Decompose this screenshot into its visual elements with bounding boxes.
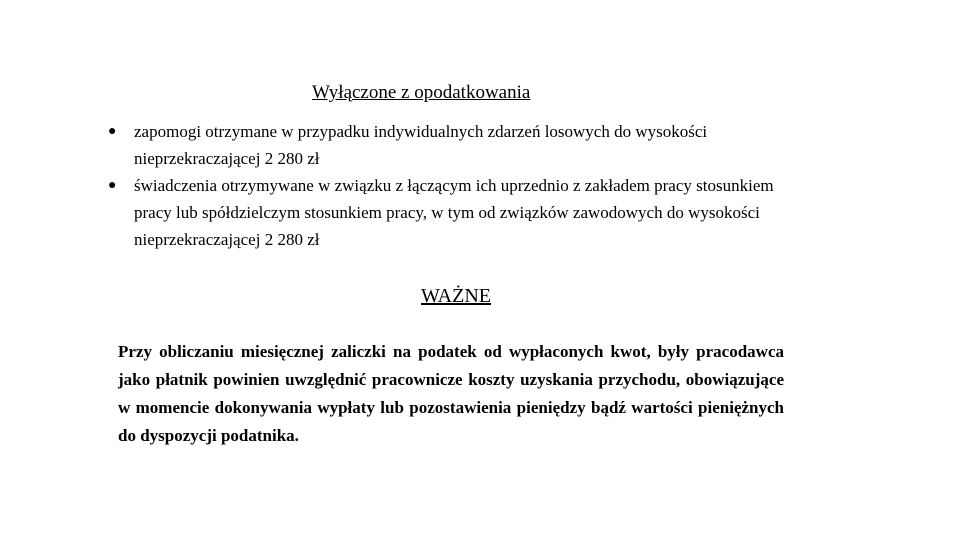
bullet-text: świadczenia otrzymywane w związku z łączącym ich uprzednio z zakładem pracy stosunkiem pracy lub spółdzielczym stosunkiem pracy, w tym od związków zawodowych do wysokości nieprzekraczającej 2 280 zł xyxy=(134,176,774,249)
bullet-list xyxy=(0,118,960,253)
bullet-dot-icon: ● xyxy=(108,124,117,139)
heading: Wyłączone z opodatkowania xyxy=(312,82,531,103)
bullet-dot-icon: ● xyxy=(108,178,117,193)
list-item xyxy=(0,118,794,172)
important-paragraph: Przy obliczaniu miesięcznej zaliczki na podatek od wypłaconych kwot, były pracodawca jako płatnik powinien uwzględnić pracownicze koszty uzyskania przychodu, obowiązujące w momencie dokonywania wypłaty lub pozostawienia pieniędzy bądź wartości pieniężnych do dyspozycji podatnika. xyxy=(118,342,784,445)
section-title: WAŻNE xyxy=(421,285,491,307)
list-item xyxy=(0,172,794,253)
bullet-text: zapomogi otrzymane w przypadku indywidualnych zdarzeń losowych do wysokości nieprzekraczającej 2 280 zł xyxy=(134,122,708,168)
